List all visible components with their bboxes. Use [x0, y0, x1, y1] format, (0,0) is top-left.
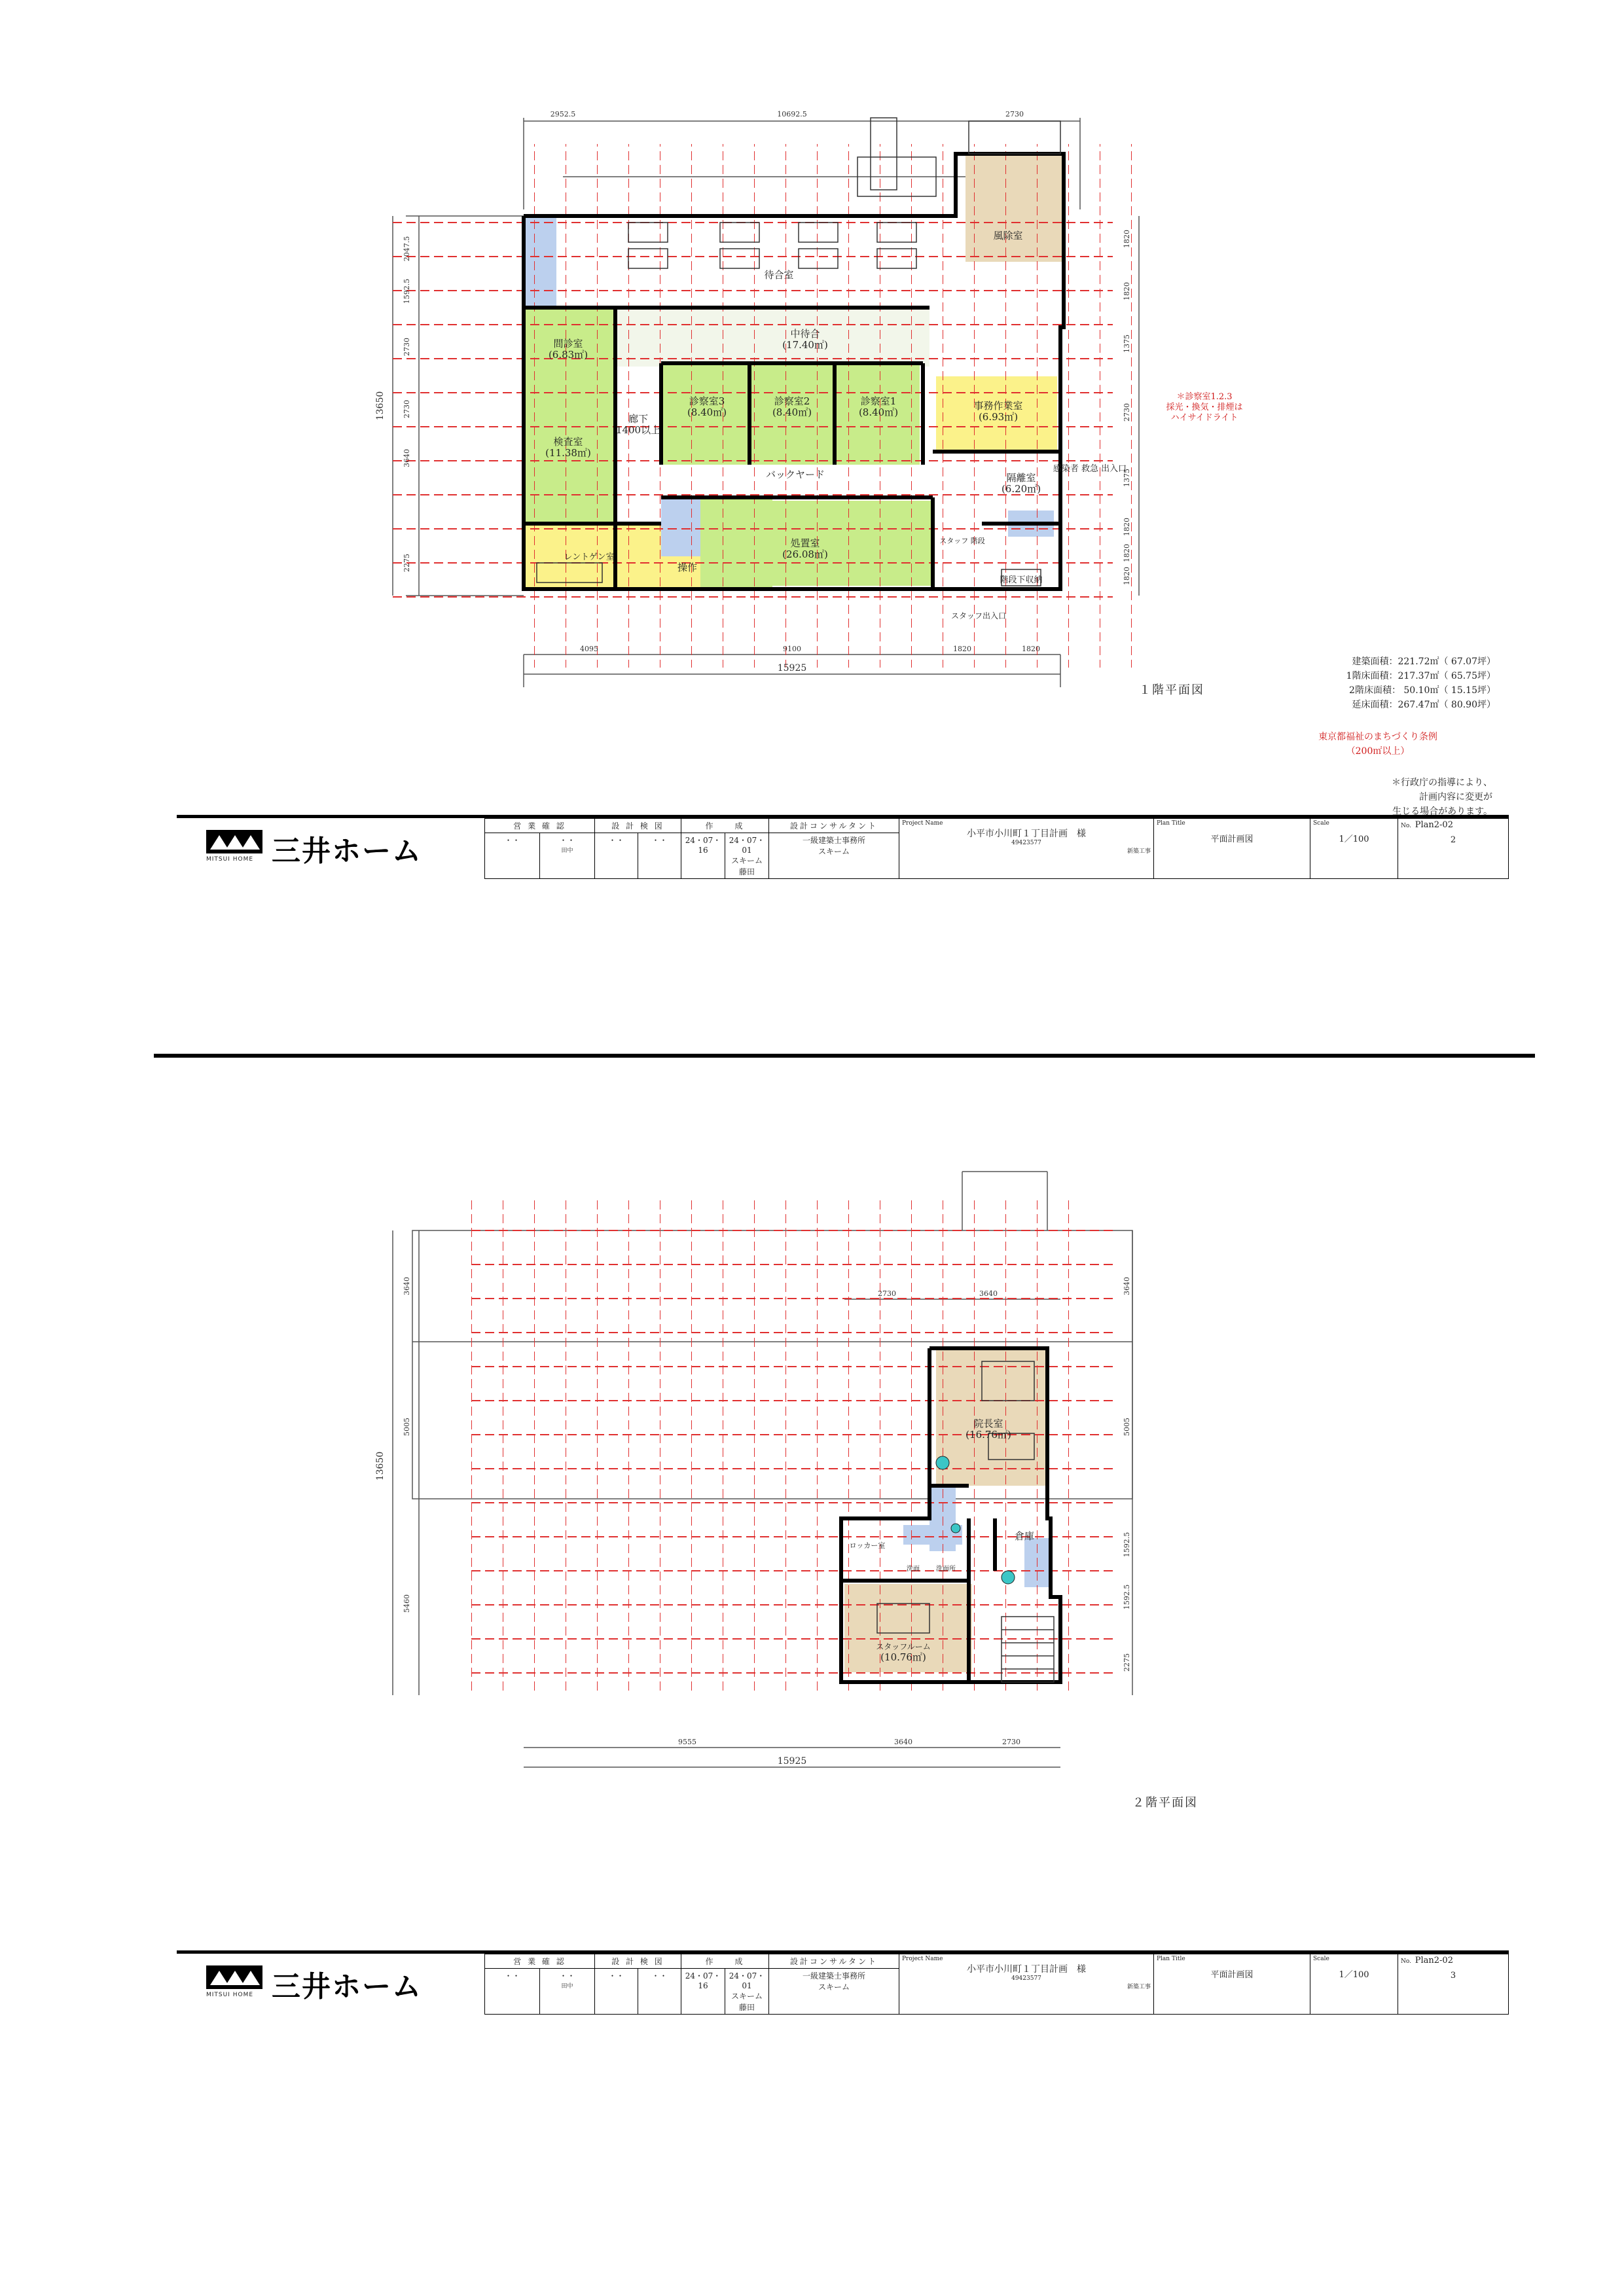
- hdr-sales-2: 営 業 確 認: [485, 1954, 595, 1969]
- dim2-right-2: 5005: [1123, 1418, 1131, 1436]
- create-cell: [725, 833, 769, 879]
- ordinance-note: [1257, 730, 1499, 759]
- room-backyard: バックヤード: [765, 469, 825, 480]
- title-block-1: [177, 815, 1509, 876]
- floor-plan-2: [0, 1145, 1624, 1865]
- title-block-2: [177, 1950, 1509, 2012]
- project-new-build-2: 新築工事: [1127, 1984, 1151, 1990]
- sales-dots-b2: ・・: [559, 1971, 575, 1981]
- dim-top-1: 2952.5: [550, 110, 576, 118]
- dim-right-2: 1820: [1123, 282, 1131, 300]
- room-lab-area: (11.38㎡): [545, 447, 591, 459]
- creator-name-b: 藤田: [738, 2003, 755, 2012]
- brand-logo-2: [206, 1963, 475, 2003]
- hdr-sales: 営 業 確 認: [485, 819, 595, 833]
- scale-value-2: 1／100: [1339, 1970, 1369, 1980]
- check-dots-2: ・・: [638, 833, 681, 879]
- room-quiet: 間診室: [553, 338, 583, 350]
- sheet-1: [0, 0, 1624, 1047]
- brand-name-2: 三井ホーム: [272, 1970, 422, 2003]
- dim2-bottom-2: 3640: [894, 1738, 912, 1746]
- dim-left-6: 2275: [403, 554, 411, 572]
- sheet-2: [0, 1145, 1624, 2193]
- scale-value: 1／100: [1339, 834, 1369, 844]
- plan-no: Plan2-02: [1415, 820, 1453, 830]
- disclaimer-note: [1257, 776, 1492, 819]
- project-cell-2: [899, 1954, 1154, 2015]
- dim-top-3: 2730: [1005, 110, 1024, 118]
- room-infected-entrance: 感染者 救急 出入口: [1053, 464, 1127, 474]
- exam-note-3: ハイサイドライト: [1170, 413, 1238, 423]
- sales-name: 田中: [561, 848, 573, 854]
- plan-title-2: 平面計画図: [1210, 1970, 1254, 1980]
- dim-right-4: 2730: [1123, 403, 1131, 422]
- plan-title-cell-2: [1154, 1954, 1310, 2015]
- dim2-left-1: 3640: [403, 1277, 411, 1295]
- hdr-plan-title: Plan Title: [1157, 820, 1185, 827]
- plan-title-2f: ２階平面図: [1132, 1796, 1198, 1810]
- create-cell-b: [725, 1969, 769, 2015]
- mitsui-home-icon: [206, 830, 262, 853]
- dim-left-3: 2730: [403, 338, 411, 356]
- dim-right-3: 1375: [1123, 334, 1131, 353]
- page-separator: [154, 1054, 1535, 1058]
- project-no: 49423577: [1011, 840, 1041, 846]
- consultant-2: スキーム: [818, 847, 850, 856]
- area-2f: 2階床面積： 50.10㎡（ 15.15坪）: [1349, 685, 1496, 696]
- page-number-2: 3: [1450, 1971, 1456, 1981]
- dim-right-1: 1820: [1123, 230, 1131, 248]
- room-middle-waiting: 中待合: [790, 328, 820, 340]
- hdr-project-2: Project Name: [902, 1956, 943, 1962]
- dim-total-height: 13650: [375, 391, 386, 421]
- dim2-left-3: 5460: [403, 1594, 411, 1613]
- sales-cell-b: [540, 1969, 595, 2015]
- exam-note-2: 採光・換気・排煙は: [1166, 403, 1243, 412]
- dim-bottom-1: 4095: [580, 645, 598, 653]
- create-date-2: 24・07・01: [729, 836, 765, 855]
- no-label-2: No.: [1401, 1958, 1411, 1965]
- creator-name: 藤田: [738, 867, 755, 876]
- sales-dots-2: ・・: [559, 836, 575, 845]
- room-wash1: 洗面: [907, 1566, 920, 1573]
- dim-right-8: 1820: [1123, 567, 1131, 585]
- mitsui-home-icon: [206, 1965, 262, 1989]
- hdr-scale: Scale: [1313, 820, 1329, 827]
- room-quiet-area: (6.83㎡): [548, 349, 588, 361]
- plan-title-1f: １階平面図: [1139, 683, 1204, 697]
- dim2-total-height: 13650: [375, 1451, 386, 1481]
- sales-cell: [540, 833, 595, 879]
- room-isolation-area: (6.20㎡): [1001, 483, 1041, 495]
- dim2-right-1: 3640: [1123, 1277, 1131, 1295]
- brand-name-en: MITSUI HOME: [206, 856, 254, 863]
- dim2-left-2: 5005: [403, 1418, 411, 1436]
- room-exam1: 診察室1: [860, 395, 897, 407]
- dim-bottom-4: 1820: [1022, 645, 1040, 653]
- hdr-plan-title-2: Plan Title: [1157, 1956, 1185, 1962]
- brand-name: 三井ホーム: [272, 834, 422, 868]
- room-xray: レントゲン室: [564, 552, 615, 562]
- dim-top-2: 10692.5: [777, 110, 807, 118]
- consultant-1: 一級建築士事務所: [802, 836, 865, 845]
- title-block-table: [484, 818, 1509, 879]
- room-isolation: 隔離室: [1006, 472, 1036, 484]
- room-under-stair: 階段下収納: [1000, 575, 1043, 585]
- consultant-cell-b: [769, 1969, 899, 2015]
- project-name-2: 小平市小川町１丁目計画 様: [967, 1964, 1086, 1975]
- room-lab: 検査室: [553, 436, 583, 448]
- room-middle-waiting-area: (17.40㎡): [782, 339, 828, 351]
- ordinance-line-1: 東京都福祉のまちづくり条例: [1318, 732, 1437, 742]
- creator-small-b: スキーム: [731, 1992, 763, 2001]
- room-wash2: 洗面所: [936, 1566, 956, 1573]
- area-summary: [1257, 655, 1496, 712]
- dim2-bottom-3: 2730: [1002, 1738, 1020, 1746]
- area-total: 延床面積：267.47㎡（ 80.90坪）: [1352, 700, 1496, 710]
- check-dots-b2: ・・: [638, 1969, 681, 2015]
- dim2-right-5: 2275: [1123, 1653, 1131, 1672]
- number-cell: [1398, 819, 1509, 879]
- disclaimer-line-1: ＊行政庁の指導により、: [1392, 778, 1492, 788]
- room-staff: スタッフルーム: [876, 1642, 931, 1651]
- dim-bottom-2: 9100: [783, 645, 801, 653]
- dim-right-7: 1820: [1123, 544, 1131, 562]
- sales-dots-b: ・・: [485, 1969, 540, 2015]
- grid-vertical-2: [471, 1198, 1087, 1695]
- project-cell: [899, 819, 1154, 879]
- area-building: 建築面積：221.72㎡（ 67.07坪）: [1352, 656, 1496, 667]
- room-corridor: 廊下: [628, 413, 649, 425]
- room-wind: 風除室: [993, 230, 1023, 242]
- project-name: 小平市小川町１丁目計画 様: [967, 829, 1086, 839]
- plan-title-cell: [1154, 819, 1310, 879]
- room-director-area: (16.76㎡): [965, 1429, 1011, 1441]
- room-staff-entrance: スタッフ出入口: [950, 611, 1007, 620]
- scale-cell-2: [1310, 1954, 1398, 2015]
- consultant-b1: 一級建築士事務所: [802, 1971, 865, 1981]
- plan-no-2: Plan2-02: [1415, 1956, 1453, 1965]
- page-number: 2: [1450, 835, 1456, 845]
- exam-note-1: ＊診察室1.2.3: [1176, 392, 1233, 402]
- dim-left-4: 2730: [403, 400, 411, 418]
- room-corridor-note: 1400以上: [615, 424, 661, 436]
- room-exam2-area: (8.40㎡): [772, 406, 812, 418]
- room-staff-stair: スタッフ 階段: [939, 537, 985, 545]
- room-control: 操作: [677, 562, 698, 573]
- room-storage: 倉庫: [1014, 1530, 1035, 1542]
- hdr-no: [1401, 820, 1506, 830]
- hdr-project: Project Name: [902, 820, 943, 827]
- room-waiting: 待合室: [764, 269, 794, 281]
- create-date-b1: 24・07・16: [681, 1969, 725, 2015]
- room-exam3-area: (8.40㎡): [687, 406, 727, 418]
- project-no-2: 49423577: [1011, 1975, 1041, 1982]
- area-1f: 1階床面積：217.37㎡（ 65.75坪）: [1346, 671, 1496, 681]
- hdr-no-2: [1401, 1956, 1506, 1965]
- room-director: 院長室: [973, 1418, 1003, 1429]
- hdr-create-2: 作 成: [681, 1954, 769, 1969]
- sales-name-b: 田中: [561, 1983, 573, 1990]
- room-clerk-area: (6.93㎡): [978, 411, 1019, 423]
- brand-logo: [206, 827, 475, 868]
- sales-dots: ・・: [485, 833, 540, 879]
- disclaimer-line-3: 生じる場合があります。: [1392, 806, 1492, 817]
- project-new-build: 新築工事: [1127, 848, 1151, 855]
- number-cell-2: [1398, 1954, 1509, 2015]
- creator-small: スキーム: [731, 856, 763, 865]
- dim-left-5: 3640: [403, 449, 411, 467]
- dim2-top-1: 2730: [878, 1289, 896, 1298]
- hdr-consultant-2: 設計コンサルタント: [769, 1954, 899, 1969]
- dim-left-1: 2047.5: [403, 236, 411, 262]
- no-label: No.: [1401, 823, 1411, 829]
- hdr-create: 作 成: [681, 819, 769, 833]
- dim-left-2: 1592.5: [403, 278, 411, 304]
- hdr-consultant: 設計コンサルタント: [769, 819, 899, 833]
- dim-right-6: 1820: [1123, 518, 1131, 536]
- brand-name-en-2: MITSUI HOME: [206, 1992, 254, 1998]
- scale-cell: [1310, 819, 1398, 879]
- consultant-cell: [769, 833, 899, 879]
- consultant-b2: スキーム: [818, 1982, 850, 1992]
- dim2-bottom-1: 9555: [678, 1738, 696, 1746]
- disclaimer-line-2: 計画内容に変更が: [1419, 792, 1492, 802]
- dim2-right-3: 1592.5: [1123, 1532, 1131, 1558]
- room-exam3: 診察室3: [689, 395, 725, 407]
- room-clerk: 事務作業室: [973, 400, 1023, 412]
- dim2-total-width: 15925: [777, 1756, 807, 1767]
- dim-bottom-3: 1820: [953, 645, 971, 653]
- plan-title: 平面計画図: [1210, 834, 1254, 844]
- create-date-b2: 24・07・01: [729, 1971, 765, 1990]
- room-exam1-area: (8.40㎡): [858, 406, 899, 418]
- ordinance-line-2: （200㎡以上）: [1346, 746, 1410, 757]
- room-locker: ロッカー室: [849, 1541, 886, 1550]
- hdr-check: 設 計 検 図: [595, 819, 681, 833]
- dim-total-width: 15925: [777, 663, 807, 673]
- hdr-check-2: 設 計 検 図: [595, 1954, 681, 1969]
- dim2-top-2: 3640: [979, 1289, 998, 1298]
- create-date-1: 24・07・16: [681, 833, 725, 879]
- title-block-table-2: [484, 1954, 1509, 2015]
- room-treatment-area: (26.08㎡): [782, 548, 828, 560]
- hdr-scale-2: Scale: [1313, 1956, 1329, 1962]
- dim-right-5: 1375: [1123, 469, 1131, 487]
- room-treatment: 処置室: [790, 537, 820, 549]
- room-exam2: 診察室2: [774, 395, 810, 407]
- dim2-right-4: 1592.5: [1123, 1584, 1131, 1610]
- check-dots-b1: ・・: [595, 1969, 638, 2015]
- check-dots-1: ・・: [595, 833, 638, 879]
- room-staff-area: (10.76㎡): [880, 1651, 926, 1663]
